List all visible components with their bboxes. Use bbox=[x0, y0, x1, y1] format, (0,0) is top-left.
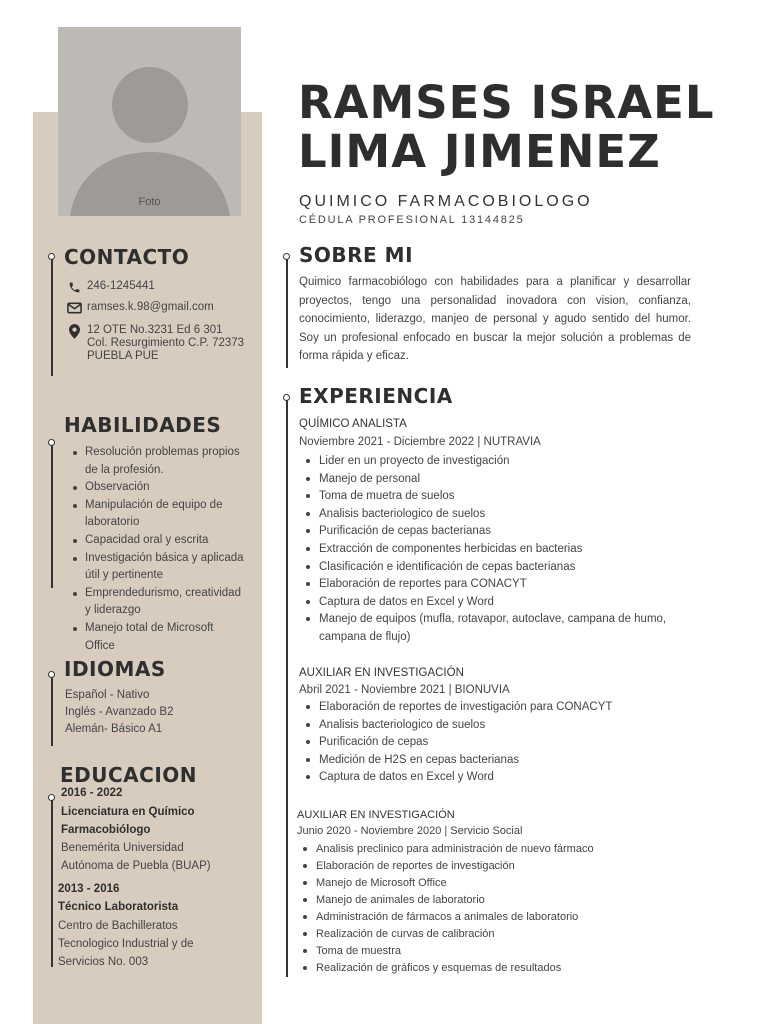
job-task: Toma de muestra bbox=[296, 943, 691, 960]
job-meta: Junio 2020 - Noviembre 2020 | Servicio Social bbox=[297, 825, 523, 837]
skills-title: HABILIDADES bbox=[64, 413, 222, 437]
job-task-list bbox=[296, 841, 691, 977]
skill-item: Investigación básica y aplicada útil y pertinente bbox=[70, 550, 245, 585]
job-task: Purificación de cepas bbox=[299, 734, 691, 752]
job-title: AUXILIAR EN INVESTIGACIÓN bbox=[297, 809, 455, 821]
profile-photo bbox=[58, 27, 241, 216]
about-timeline-dot bbox=[283, 253, 290, 260]
phone-number: 246-1245441 bbox=[87, 280, 155, 292]
skills-timeline-dot bbox=[48, 439, 55, 446]
skill-item: Manipulación de equipo de laboratorio bbox=[70, 497, 245, 532]
name-line-2: LIMA JIMENEZ bbox=[298, 125, 661, 178]
education-years: 2016 - 2022 bbox=[61, 787, 123, 799]
professional-license: CÉDULA PROFESIONAL 13144825 bbox=[299, 214, 525, 226]
job-task: Analisis preclinico para administración de nuevo fármaco bbox=[296, 841, 691, 858]
languages-list bbox=[65, 687, 173, 738]
language-item: Alemán- Básico A1 bbox=[65, 723, 163, 735]
job-title: QUÍMICO ANALISTA bbox=[299, 418, 407, 430]
job-task: Purificación de cepas bacterianas bbox=[299, 523, 691, 541]
education-timeline bbox=[51, 797, 53, 967]
job-task: Elaboración de reportes de investigación bbox=[296, 858, 691, 875]
languages-title: IDIOMAS bbox=[64, 657, 166, 681]
job-task-list bbox=[299, 453, 691, 647]
languages-timeline-dot bbox=[48, 671, 55, 678]
contact-address bbox=[66, 324, 244, 363]
education-degree bbox=[58, 898, 178, 916]
phone-icon bbox=[66, 280, 82, 294]
education-years: 2013 - 2016 bbox=[58, 883, 120, 895]
skill-item: Resolución problemas propios de la profesión. bbox=[70, 444, 245, 479]
skills-list bbox=[70, 444, 245, 655]
email-address[interactable]: ramses.k.98@gmail.com bbox=[87, 301, 214, 313]
person-silhouette-icon bbox=[58, 27, 241, 216]
language-item: Inglés - Avanzado B2 bbox=[65, 706, 174, 718]
education-institution bbox=[61, 839, 211, 875]
education-title: EDUCACION bbox=[60, 763, 198, 787]
photo-placeholder-label: Foto bbox=[138, 196, 161, 208]
mail-icon bbox=[66, 301, 82, 315]
job-meta: Abril 2021 - Noviembre 2021 | BIONUVIA bbox=[299, 684, 510, 696]
location-pin-icon bbox=[66, 324, 82, 338]
education-degree bbox=[61, 803, 195, 839]
full-name bbox=[298, 78, 715, 176]
job-task: Administración de fármacos a animales de laboratorio bbox=[296, 909, 691, 926]
language-item: Español - Nativo bbox=[65, 689, 150, 701]
degree-line: Licenciatura en Químico bbox=[61, 806, 195, 818]
name-line-1: RAMSES ISRAEL bbox=[298, 76, 715, 129]
address-line: 12 OTE No.3231 Ed 6 301 bbox=[87, 324, 223, 336]
job-task: Analisis bacteriologico de suelos bbox=[299, 506, 691, 524]
about-timeline bbox=[286, 256, 288, 368]
skill-item: Emprendedurismo, creatividad y liderazgo bbox=[70, 585, 245, 620]
experience-title: EXPERIENCIA bbox=[299, 384, 453, 408]
contact-email bbox=[66, 301, 214, 315]
degree-line: Técnico Laboratorista bbox=[58, 901, 179, 913]
address-line: Col. Resurgimiento C.P. 72373 bbox=[87, 337, 245, 349]
education-timeline-dot bbox=[48, 794, 55, 801]
contact-timeline-dot bbox=[48, 253, 55, 260]
contact-timeline bbox=[51, 256, 53, 376]
address-text bbox=[87, 324, 244, 363]
contact-phone bbox=[66, 280, 155, 294]
job-task: Elaboración de reportes de investigación para CONACYT bbox=[299, 699, 691, 717]
job-task-list bbox=[299, 699, 691, 787]
experience-timeline-dot bbox=[283, 394, 290, 401]
about-title: SOBRE MI bbox=[299, 243, 414, 267]
job-task: Manejo de Microsoft Office bbox=[296, 875, 691, 892]
institution-line: Servicios No. 003 bbox=[58, 956, 149, 968]
address-line: PUEBLA PUE bbox=[87, 350, 159, 362]
job-task: Manejo de personal bbox=[299, 471, 691, 489]
institution-line: Centro de Bachilleratos bbox=[58, 920, 178, 932]
job-meta: Noviembre 2021 - Diciembre 2022 | NUTRAVIA bbox=[299, 436, 541, 448]
experience-timeline bbox=[286, 397, 288, 977]
institution-line: Benemérita Universidad bbox=[61, 842, 184, 854]
skills-timeline bbox=[51, 442, 53, 588]
skill-item: Manejo total de Microsoft Office bbox=[70, 620, 245, 655]
institution-line: Autónoma de Puebla (BUAP) bbox=[61, 860, 211, 872]
degree-line: Farmacobiólogo bbox=[61, 824, 151, 836]
skill-item: Capacidad oral y escrita bbox=[70, 532, 245, 550]
job-task: Manejo de animales de laboratorio bbox=[296, 892, 691, 909]
job-role: QUIMICO FARMACOBIOLOGO bbox=[299, 193, 593, 210]
job-task: Manejo de equipos (mufla, rotavapor, autoclave, campana de humo, campana de flujo) bbox=[299, 611, 691, 646]
job-task: Captura de datos en Excel y Word bbox=[299, 594, 691, 612]
job-task: Captura de datos en Excel y Word bbox=[299, 769, 691, 787]
education-institution bbox=[58, 917, 194, 971]
about-text: Quimico farmacobiólogo con habilidades para a planificar y desarrollar proyectos, tengo una personalidad inovadora con vision, confianza, conocimiento, liderazgo, manjeo de personal y agudo sentido del humor. Soy un profesional enfocado en buscar la mejor solución a problemas de forma rápida y eficaz. bbox=[299, 276, 691, 362]
job-task: Lider en un proyecto de investigación bbox=[299, 453, 691, 471]
job-task: Realización de gráficos y esquemas de resultados bbox=[296, 960, 691, 977]
job-task: Elaboración de reportes para CONACYT bbox=[299, 576, 691, 594]
languages-timeline bbox=[51, 674, 53, 746]
job-title: AUXILIAR EN INVESTIGACIÓN bbox=[299, 667, 464, 679]
job-task: Clasificación e identificación de cepas bacterianas bbox=[299, 559, 691, 577]
job-task: Realización de curvas de calibración bbox=[296, 926, 691, 943]
skill-item: Observación bbox=[70, 479, 245, 497]
job-task: Analisis bacteriologico de suelos bbox=[299, 717, 691, 735]
job-task: Extracción de componentes herbicidas en bacterias bbox=[299, 541, 691, 559]
institution-line: Tecnologico Industrial y de bbox=[58, 938, 194, 950]
contact-title: CONTACTO bbox=[64, 245, 190, 269]
job-task: Toma de muetra de suelos bbox=[299, 488, 691, 506]
job-task: Medición de H2S en cepas bacterianas bbox=[299, 752, 691, 770]
